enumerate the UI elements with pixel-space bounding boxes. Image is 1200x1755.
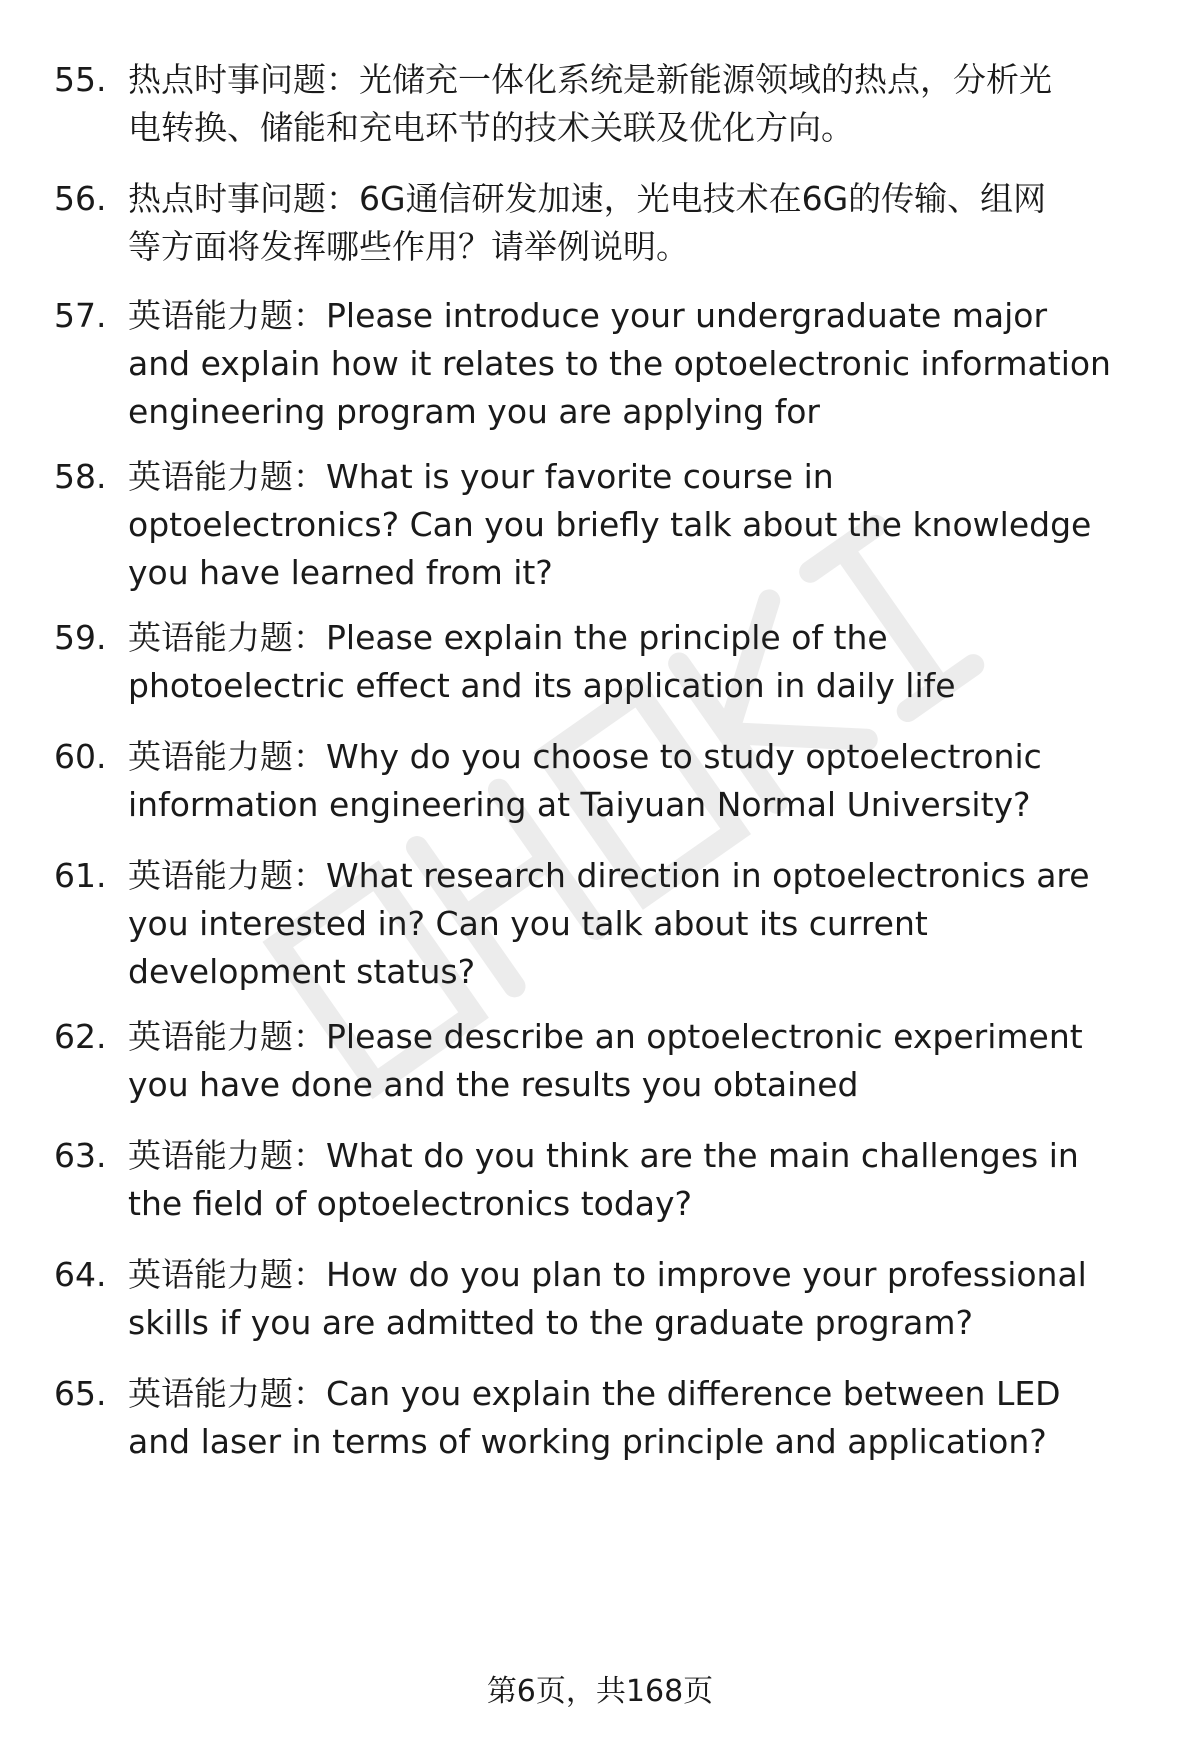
question-text-line: you interested in? Can you talk about its current <box>128 904 928 943</box>
question-text <box>128 852 1160 996</box>
question-number: 59. <box>54 618 107 657</box>
question-number: 65. <box>54 1374 107 1413</box>
question-text-line: you have learned from it? <box>128 553 553 592</box>
question-text-line: you have done and the results you obtained <box>128 1065 859 1104</box>
question-text <box>128 175 1160 271</box>
question-number: 63. <box>54 1136 107 1175</box>
question-text <box>128 1251 1160 1347</box>
question-text <box>128 292 1160 436</box>
question-text-line: 电转换、储能和充电环节的技术关联及优化方向。 <box>128 108 854 147</box>
question-text <box>128 614 1160 710</box>
question-text-line: and explain how it relates to the optoelectronic information <box>128 344 1111 383</box>
question-text-line: optoelectronics? Can you briefly talk about the knowledge <box>128 505 1092 544</box>
question-text <box>128 1370 1160 1466</box>
question-number: 61. <box>54 856 107 895</box>
question-text <box>128 1132 1160 1228</box>
question-text-line: 英语能力题：What is your favorite course in <box>128 457 834 496</box>
question-text-line: 英语能力题：What research direction in optoelectronics are <box>128 856 1090 895</box>
question-text-line: 热点时事问题：6G通信研发加速，光电技术在6G的传输、组网 <box>128 179 1047 218</box>
question-text-line: the field of optoelectronics today? <box>128 1184 693 1223</box>
question-text <box>128 733 1160 829</box>
question-text-line: photoelectric effect and its application in daily life <box>128 666 956 705</box>
question-text <box>128 56 1160 152</box>
question-text-line: and laser in terms of working principle and application? <box>128 1422 1047 1461</box>
question-text <box>128 1013 1160 1109</box>
question-number: 62. <box>54 1017 107 1056</box>
page-number-label: 第6页，共168页 <box>486 1674 714 1709</box>
question-text-line: 英语能力题：Why do you choose to study optoelectronic <box>128 737 1042 776</box>
question-text-line: 英语能力题：What do you think are the main challenges in <box>128 1136 1079 1175</box>
question-text-line: 英语能力题：Please explain the principle of the <box>128 618 888 657</box>
question-number: 58. <box>54 457 107 496</box>
question-text-line: development status? <box>128 952 476 991</box>
question-number: 56. <box>54 179 107 218</box>
question-text <box>128 453 1160 597</box>
question-number: 57. <box>54 296 107 335</box>
question-number: 55. <box>54 60 107 99</box>
question-text-line: 等方面将发挥哪些作用？请举例说明。 <box>128 227 689 266</box>
question-text-line: 热点时事问题：光储充一体化系统是新能源领域的热点，分析光 <box>128 60 1052 99</box>
question-number: 60. <box>54 737 107 776</box>
question-text-line: 英语能力题：Can you explain the difference between LED <box>128 1374 1061 1413</box>
question-text-line: engineering program you are applying for <box>128 392 820 431</box>
question-number: 64. <box>54 1255 107 1294</box>
question-text-line: 英语能力题：Please describe an optoelectronic experiment <box>128 1017 1083 1056</box>
page-footer <box>0 1672 1200 1712</box>
question-text-line: 英语能力题：Please introduce your undergraduate major <box>128 296 1048 335</box>
question-text-line: information engineering at Taiyuan Normal University? <box>128 785 1031 824</box>
question-text-line: 英语能力题：How do you plan to improve your professional <box>128 1255 1087 1294</box>
question-text-line: skills if you are admitted to the graduate program? <box>128 1303 974 1342</box>
